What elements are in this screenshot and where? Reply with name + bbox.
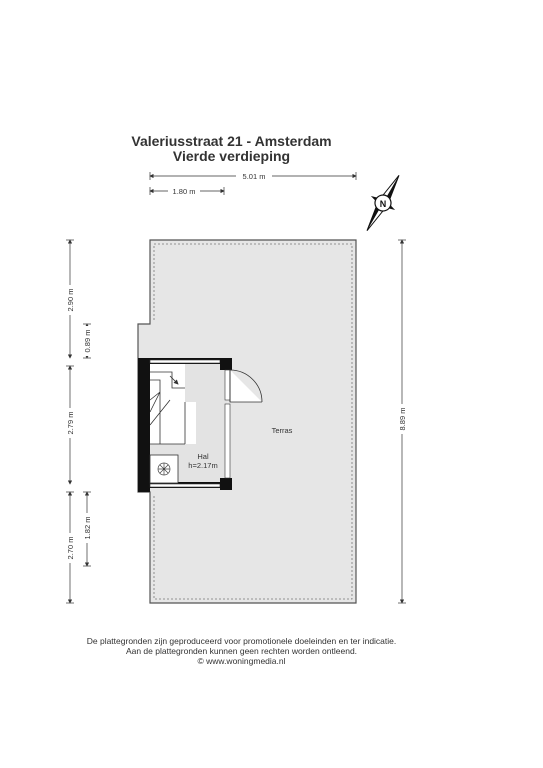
hal-height-label: h=2.17m bbox=[188, 461, 218, 470]
wall-top-frame bbox=[150, 360, 220, 363]
wall-right-top bbox=[220, 358, 232, 370]
dim-left-top-label: 2.90 m bbox=[66, 288, 75, 312]
dim-top-partial-label: 1.80 m bbox=[172, 187, 196, 196]
disclaimer-line-1: De plattegronden zijn geproduceerd voor promotionele doeleinden en ter indicatie. bbox=[86, 636, 397, 646]
floor-subtitle: Vierde verdieping bbox=[172, 148, 291, 164]
dim-left-inner-bottom-label: 1.82 m bbox=[83, 516, 92, 540]
dim-left-bottom-label: 2.70 m bbox=[66, 536, 75, 560]
wall-right-glass bbox=[225, 404, 230, 478]
dim-left-middle-label: 2.79 m bbox=[66, 411, 75, 435]
wall-left bbox=[138, 358, 150, 492]
copyright-link[interactable]: © www.woningmedia.nl bbox=[197, 656, 286, 666]
wall-bottom-frame bbox=[150, 484, 220, 487]
dim-top-total-label: 5.01 m bbox=[242, 172, 266, 181]
hal-label: Hal bbox=[197, 452, 209, 461]
plan-title: Valeriusstraat 21 - Amsterdam bbox=[131, 133, 332, 149]
landing-area bbox=[185, 402, 196, 444]
terras-label: Terras bbox=[271, 426, 293, 435]
dim-left-inner-label: 0.89 m bbox=[83, 329, 92, 353]
wall-right-bottom bbox=[220, 478, 232, 490]
fan-icon bbox=[158, 463, 170, 475]
disclaimer-line-2: Aan de plattegronden kunnen geen rechten worden ontleend. bbox=[125, 646, 358, 656]
wall-right-glass-top bbox=[225, 370, 230, 400]
dim-right-total-label: 8.89 m bbox=[398, 407, 407, 431]
compass-label: N bbox=[379, 199, 387, 209]
